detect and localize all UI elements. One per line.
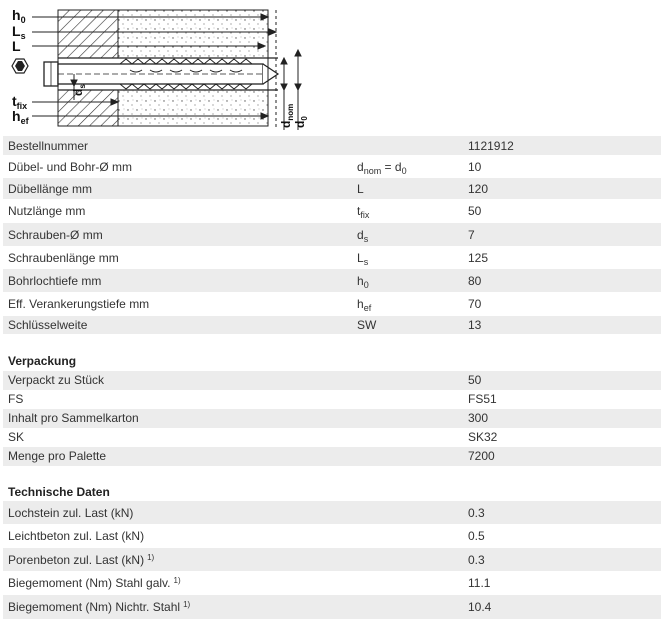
spec-row bbox=[3, 223, 661, 246]
packaging-row bbox=[3, 390, 661, 409]
spec-symbol: $h_0$ bbox=[357, 274, 369, 290]
packaging-table bbox=[3, 371, 661, 466]
spec-value: 13 bbox=[468, 318, 482, 332]
technical-label: Biegemoment (Nm) Nichtr. Stahl $^{1)}$ bbox=[8, 600, 191, 614]
spec-symbol: $L_s$ bbox=[357, 251, 369, 267]
spec-row bbox=[3, 136, 661, 155]
spec-symbol: $t_{fix}$ bbox=[357, 204, 370, 220]
spec-row bbox=[3, 316, 661, 334]
label-tfix: $t_{fix}$ bbox=[12, 93, 28, 111]
technical-value: 0.3 bbox=[468, 506, 485, 520]
packaging-title: Verpackung bbox=[8, 354, 77, 368]
packaging-row bbox=[3, 428, 661, 447]
technical-value: 10.4 bbox=[468, 600, 492, 614]
label-d0: $d_0$ bbox=[293, 116, 309, 128]
dowel-body bbox=[58, 59, 278, 89]
technical-label: Biegemoment (Nm) Stahl galv. $^{1)}$ bbox=[8, 576, 181, 590]
technical-label: Lochstein zul. Last (kN) bbox=[8, 506, 134, 520]
spec-label: Nutzlänge mm bbox=[8, 204, 86, 218]
label-h0: $h_0$ bbox=[12, 7, 26, 25]
screw-head bbox=[44, 62, 58, 86]
spec-value: 50 bbox=[468, 204, 482, 218]
packaging-label: Inhalt pro Sammelkarton bbox=[8, 411, 139, 425]
technical-row bbox=[3, 548, 661, 571]
spec-value: 10 bbox=[468, 160, 482, 174]
spec-symbol: SW bbox=[357, 318, 377, 332]
spec-label: Dübel- und Bohr-Ø mm bbox=[8, 160, 133, 174]
spec-row bbox=[3, 178, 661, 199]
label-dnom: $d_{nom}$ bbox=[279, 103, 295, 128]
spec-row bbox=[3, 246, 661, 269]
technical-row bbox=[3, 595, 661, 619]
spec-label: Dübellänge mm bbox=[8, 182, 93, 196]
packaging-label: FS bbox=[8, 392, 24, 406]
spec-value: 80 bbox=[468, 274, 482, 288]
spec-value: 120 bbox=[468, 182, 489, 196]
technical-row bbox=[3, 524, 661, 548]
label-l: L bbox=[12, 38, 21, 54]
spec-symbol: $d_{nom} = d_0$ bbox=[357, 160, 407, 176]
hex-drive-icon bbox=[12, 59, 28, 73]
packaging-row bbox=[3, 371, 661, 390]
dowel-technical-drawing bbox=[0, 0, 664, 138]
packaging-row bbox=[3, 409, 661, 428]
spec-value: 70 bbox=[468, 297, 482, 311]
spec-label: Bohrlochtiefe mm bbox=[8, 274, 102, 288]
spec-value: 125 bbox=[468, 251, 489, 265]
spec-symbol: $d_s$ bbox=[357, 228, 369, 244]
spec-row bbox=[3, 292, 661, 316]
spec-label: Schraubenlänge mm bbox=[8, 251, 119, 265]
packaging-value: FS51 bbox=[468, 392, 497, 406]
spec-value: 1121912 bbox=[468, 139, 514, 153]
technical-value: 0.5 bbox=[468, 529, 485, 543]
packaging-value: 7200 bbox=[468, 449, 495, 463]
spec-row bbox=[3, 155, 661, 178]
label-hef: $h_{ef}$ bbox=[12, 108, 29, 126]
spec-symbol: $h_{ef}$ bbox=[357, 297, 372, 313]
spec-table bbox=[3, 136, 661, 334]
spec-symbol: L bbox=[357, 182, 364, 196]
packaging-label: Menge pro Palette bbox=[8, 449, 107, 463]
technical-label: Leichtbeton zul. Last (kN) bbox=[8, 529, 145, 543]
spec-label: Bestellnummer bbox=[8, 139, 89, 153]
packaging-label: SK bbox=[8, 430, 25, 444]
technical-value: 11.1 bbox=[468, 576, 491, 590]
technical-table bbox=[3, 501, 661, 619]
technical-row bbox=[3, 501, 661, 524]
packaging-value: 300 bbox=[468, 411, 489, 425]
label-ds: $d_s$ bbox=[71, 84, 87, 96]
spec-label: Eff. Verankerungstiefe mm bbox=[8, 297, 150, 311]
packaging-label: Verpackt zu Stück bbox=[8, 373, 105, 387]
technical-value: 0.3 bbox=[468, 553, 485, 567]
spec-value: 7 bbox=[468, 228, 475, 242]
technical-label: Porenbeton zul. Last (kN) $^{1)}$ bbox=[8, 553, 155, 567]
packaging-value: SK32 bbox=[468, 430, 498, 444]
spec-row bbox=[3, 199, 661, 223]
technical-title: Technische Daten bbox=[8, 485, 110, 499]
packaging-row bbox=[3, 447, 661, 466]
spec-label: Schlüsselweite bbox=[8, 318, 88, 332]
label-ls: $L_s$ bbox=[12, 23, 26, 41]
packaging-value: 50 bbox=[468, 373, 482, 387]
spec-label: Schrauben-Ø mm bbox=[8, 228, 103, 242]
technical-row bbox=[3, 571, 661, 595]
spec-row bbox=[3, 269, 661, 292]
